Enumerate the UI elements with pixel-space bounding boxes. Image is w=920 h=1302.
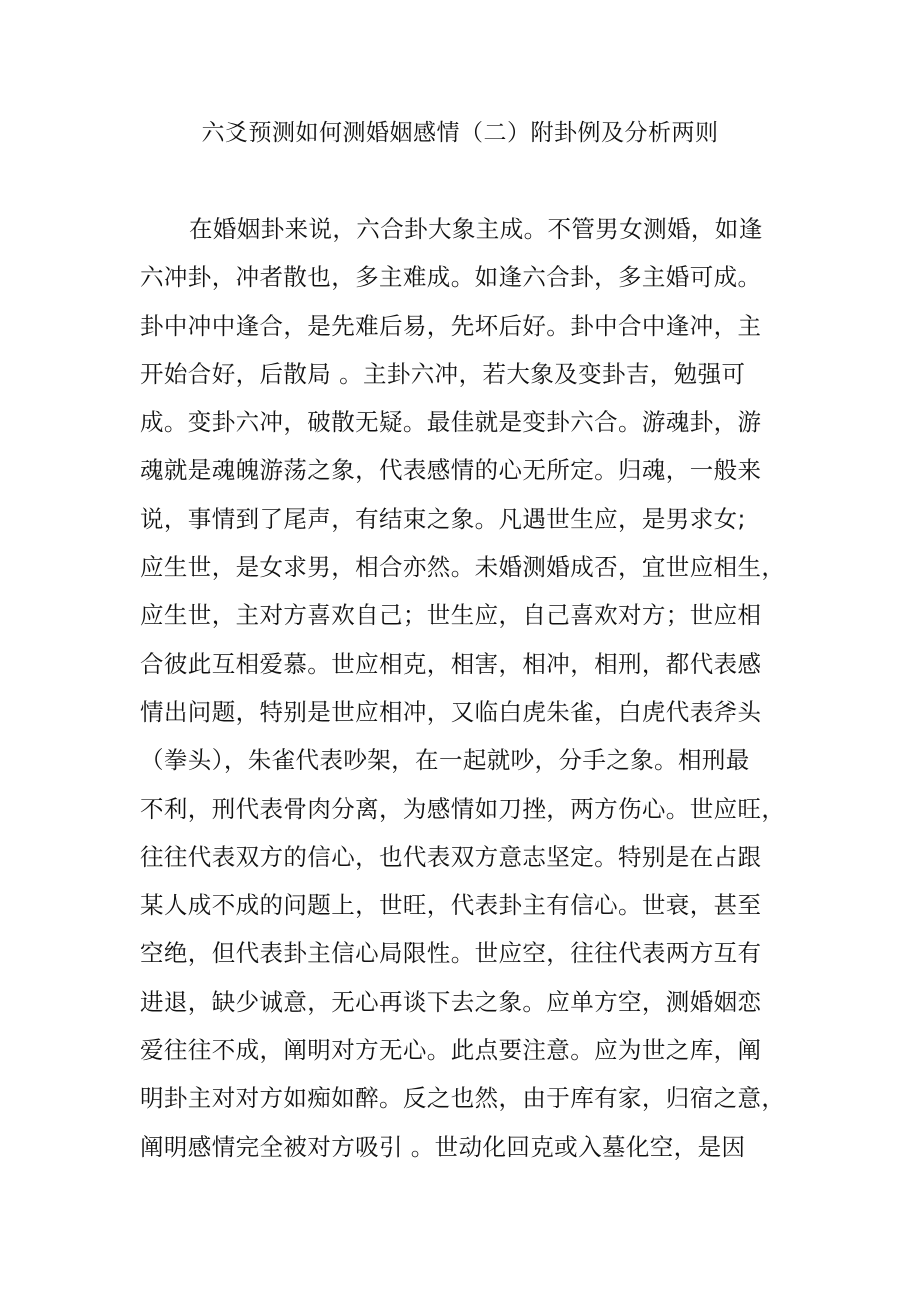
text-line: 说，事情到了尾声，有结束之象。凡遇世生应，是男求女; [140, 504, 746, 533]
text-line: 情出问题，特别是世应相冲，又临白虎朱雀，白虎代表斧头 [140, 697, 762, 726]
text-line: 魂就是魂魄游荡之象，代表感情的心无所定。归魂，一般来 [140, 456, 762, 485]
text-line: 应生世，主对方喜欢自己；世生应，自己喜欢对方；世应相 [140, 601, 762, 630]
text-line: 不利，刑代表骨肉分离，为感情如刀挫，两方伤心。世应旺， [140, 794, 786, 823]
text-line: 阐明感情完全被对方吸引 。世动化回克或入墓化空，是因 [140, 1132, 746, 1161]
text-line: 明卦主对对方如痴如醉。反之也然，由于库有家，归宿之意， [140, 1084, 786, 1113]
document-title: 六爻预测如何测婚姻感情（二）附卦例及分析两则 [201, 120, 719, 146]
text-line: 某人成不成的问题上，世旺，代表卦主有信心。世衰，甚至 [140, 891, 762, 920]
text-line: 往往代表双方的信心，也代表双方意志坚定。特别是在占跟 [140, 842, 762, 871]
text-line: 卦中冲中逢合，是先难后易，先坏后好。卦中合中逢冲，主 [140, 311, 762, 340]
text-line: 成。变卦六冲，破散无疑。最佳就是变卦六合。游魂卦，游 [140, 408, 762, 437]
text-line: 进退，缺少诚意，无心再谈下去之象。应单方空，测婚姻恋 [140, 987, 762, 1016]
text-line: 爱往往不成，阐明对方无心。此点要注意。应为世之库，阐 [140, 1036, 762, 1065]
text-line: 在婚姻卦来说，六合卦大象主成。不管男女测婚，如逢 [189, 215, 763, 243]
text-line: 开始合好，后散局 。主卦六冲，若大象及变卦吉，勉强可 [140, 359, 746, 388]
text-line: （拳头），朱雀代表吵架，在一起就吵，分手之象。相刑最 [140, 746, 750, 775]
body-paragraph [140, 208, 840, 1174]
text-line: 六冲卦，冲者散也，多主难成。如逢六合卦，多主婚可成。 [140, 263, 762, 292]
text-line: 应生世，是女求男，相合亦然。未婚测婚成否，宜世应相生， [140, 553, 786, 582]
text-line: 空绝，但代表卦主信心局限性。世应空，往往代表两方互有 [140, 939, 762, 968]
text-line: 合彼此互相爱慕。世应相克，相害，相冲，相刑，都代表感 [140, 649, 762, 678]
